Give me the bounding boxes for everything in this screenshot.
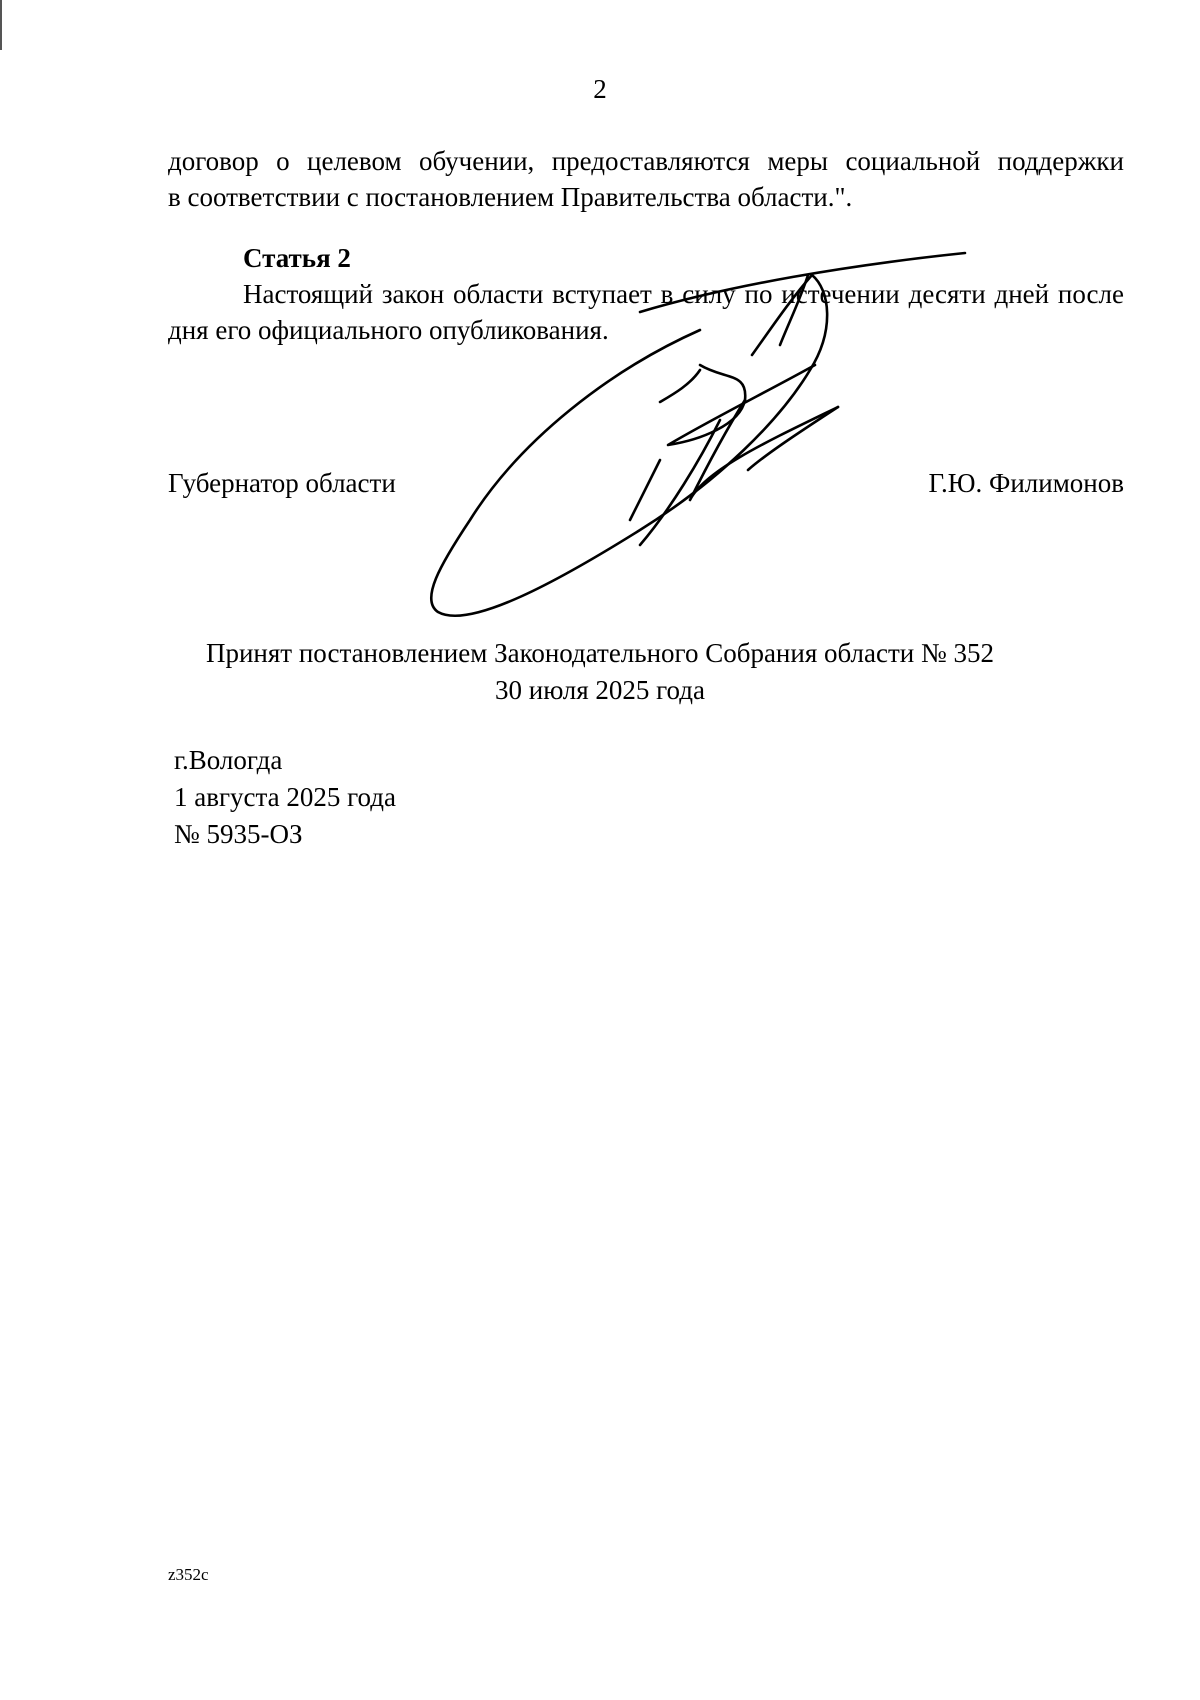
place-city: г.Вологда xyxy=(174,745,283,775)
place-date-block xyxy=(174,742,396,853)
continuation-line-1: договор о целевом обучении, предоставляются меры социальной поддержки xyxy=(168,146,1124,176)
law-number: № 5935-ОЗ xyxy=(174,819,303,849)
scan-edge-mark xyxy=(0,0,2,50)
signatory-name: Г.Ю. Филимонов xyxy=(928,468,1124,498)
continuation-line-2: в соответствии с постановлением Правительства области.". xyxy=(168,182,853,212)
page-number: 2 xyxy=(593,74,607,104)
adoption-line-1: Принят постановлением Законодательного Собрания области № 352 xyxy=(205,638,995,668)
signatory-position: Губернатор области xyxy=(168,468,396,498)
adoption-line-2: 30 июля 2025 года xyxy=(495,675,705,705)
article-title: Статья 2 xyxy=(243,243,351,273)
adoption-note xyxy=(0,635,1200,709)
document-code: z352c xyxy=(168,1565,209,1584)
place-date: 1 августа 2025 года xyxy=(174,782,396,812)
article-body: Настоящий закон области вступает в силу по истечении десяти дней после дня его официального опубликования. xyxy=(168,279,1124,345)
continuation-paragraph xyxy=(168,143,1124,215)
